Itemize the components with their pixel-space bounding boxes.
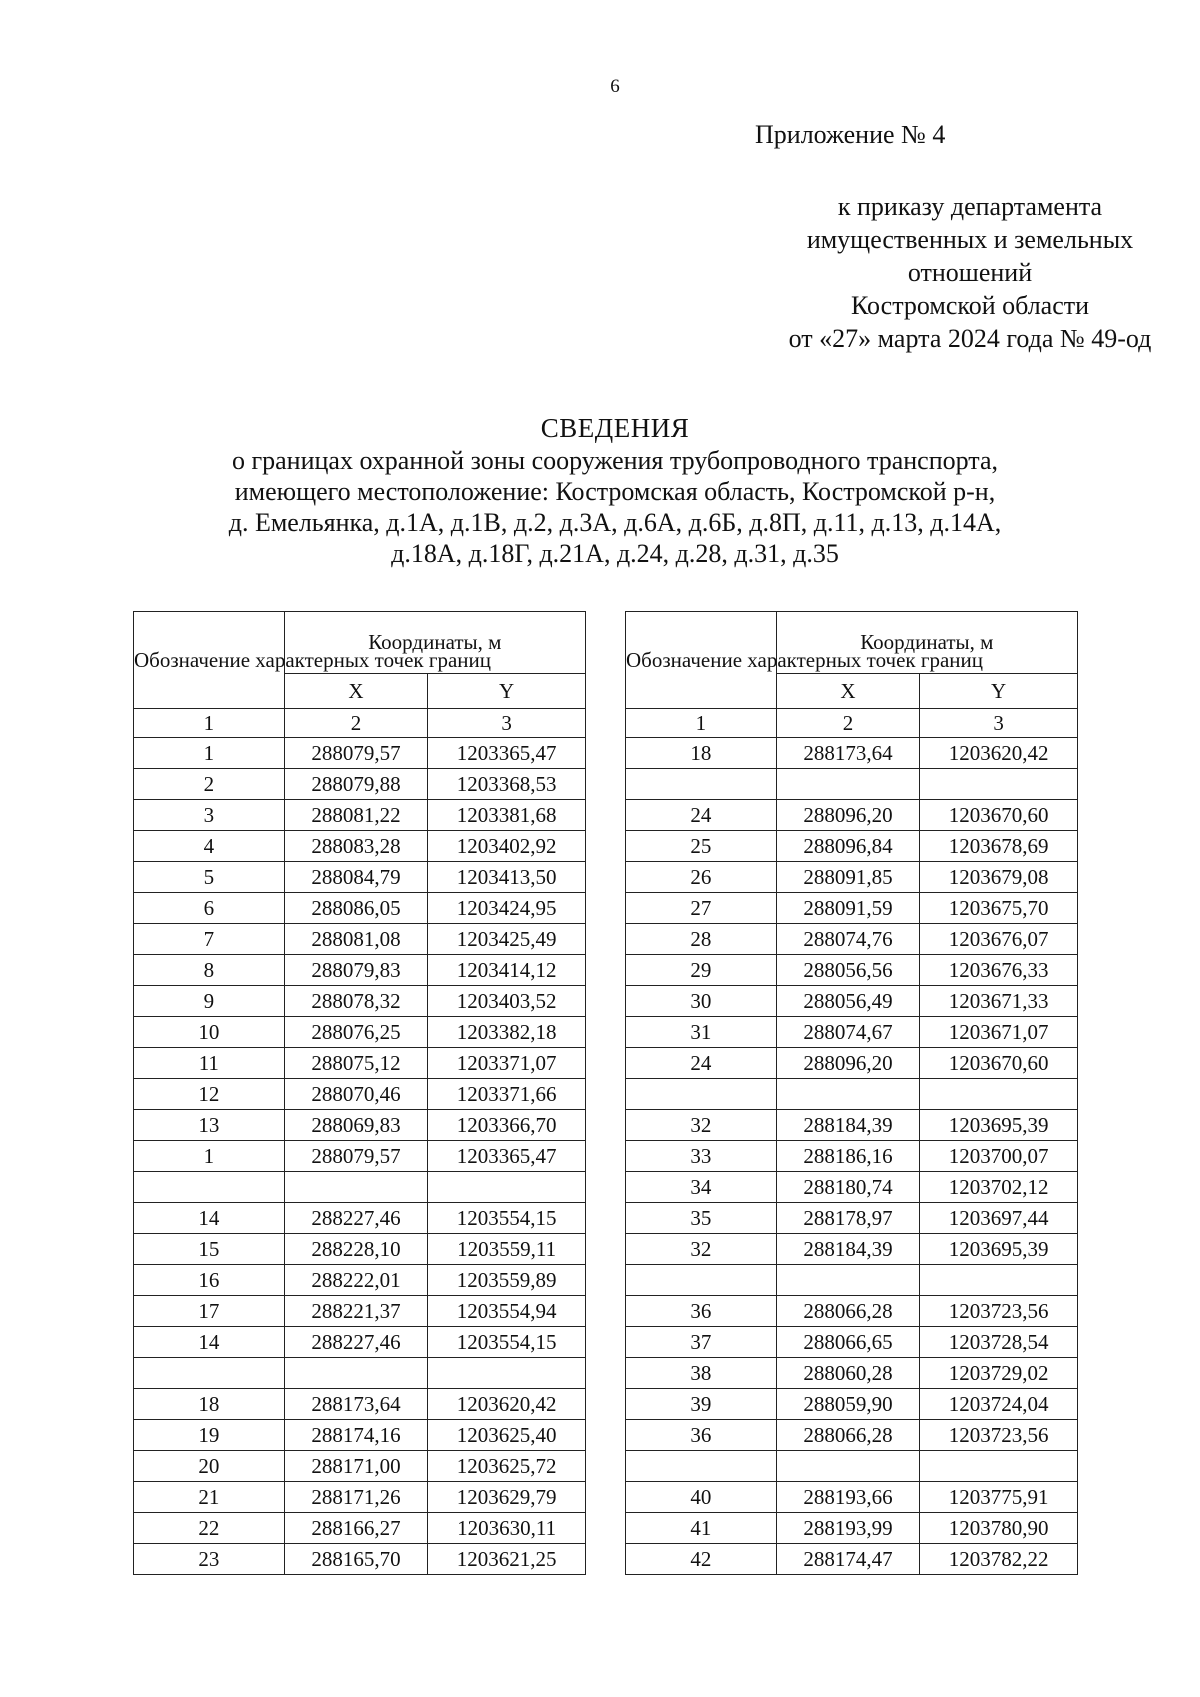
point-cell: 14 <box>134 1327 285 1358</box>
table-row <box>626 1482 1078 1513</box>
y-coordinate-cell: 1203559,89 <box>428 1265 586 1296</box>
y-coordinate-cell: 1203782,22 <box>920 1544 1078 1575</box>
x-coordinate-cell: 288173,64 <box>284 1389 428 1420</box>
x-coordinate-cell: 288075,12 <box>284 1048 428 1079</box>
table-row <box>134 862 586 893</box>
y-coordinate-cell: 1203675,70 <box>920 893 1078 924</box>
header-col-number: 2 <box>776 709 920 738</box>
y-coordinate-cell: 1203775,91 <box>920 1482 1078 1513</box>
table-row <box>626 1203 1078 1234</box>
page-number: 6 <box>610 76 620 97</box>
y-coordinate-cell: 1203382,18 <box>428 1017 586 1048</box>
y-coordinate-cell: 1203670,60 <box>920 800 1078 831</box>
y-coordinate-cell: 1203381,68 <box>428 800 586 831</box>
point-cell <box>626 1451 777 1482</box>
x-coordinate-cell: 288096,20 <box>776 1048 920 1079</box>
heading-line: д. Емельянка, д.1А, д.1В, д.2, д.3А, д.6А, д.6Б, д.8П, д.11, д.13, д.14А, <box>228 508 1002 537</box>
x-coordinate-cell: 288066,28 <box>776 1296 920 1327</box>
heading-line: д.18А, д.18Г, д.21А, д.24, д.28, д.31, д.35 <box>391 539 839 568</box>
point-cell: 34 <box>626 1172 777 1203</box>
table-row <box>134 1017 586 1048</box>
x-coordinate-cell: 288070,46 <box>284 1079 428 1110</box>
table-row <box>626 1265 1078 1296</box>
appendix-line: к приказу департамента <box>837 192 1103 221</box>
x-coordinate-cell <box>284 1172 428 1203</box>
point-cell: 1 <box>134 1141 285 1172</box>
point-cell: 36 <box>626 1420 777 1451</box>
table-row <box>134 1513 586 1544</box>
x-coordinate-cell: 288228,10 <box>284 1234 428 1265</box>
point-cell: 6 <box>134 893 285 924</box>
table-row <box>626 1141 1078 1172</box>
table-row <box>626 924 1078 955</box>
point-cell: 32 <box>626 1110 777 1141</box>
point-cell: 20 <box>134 1451 285 1482</box>
y-coordinate-cell: 1203676,07 <box>920 924 1078 955</box>
y-coordinate-cell: 1203368,53 <box>428 769 586 800</box>
y-coordinate-cell: 1203729,02 <box>920 1358 1078 1389</box>
table-row <box>134 1203 586 1234</box>
table-row <box>134 1389 586 1420</box>
table-row <box>626 1234 1078 1265</box>
y-coordinate-cell: 1203723,56 <box>920 1420 1078 1451</box>
table-row <box>626 1420 1078 1451</box>
y-coordinate-cell <box>920 769 1078 800</box>
x-coordinate-cell: 288079,57 <box>284 738 428 769</box>
x-coordinate-cell: 288081,22 <box>284 800 428 831</box>
y-coordinate-cell <box>920 1265 1078 1296</box>
y-coordinate-cell: 1203676,33 <box>920 955 1078 986</box>
point-cell: 24 <box>626 800 777 831</box>
y-coordinate-cell: 1203365,47 <box>428 738 586 769</box>
point-cell: 32 <box>626 1234 777 1265</box>
y-coordinate-cell: 1203366,70 <box>428 1110 586 1141</box>
table-row <box>626 893 1078 924</box>
point-cell: 39 <box>626 1389 777 1420</box>
x-coordinate-cell: 288171,26 <box>284 1482 428 1513</box>
appendix-line: от «27» марта 2024 года № 49-од <box>788 324 1152 353</box>
heading-line: о границах охранной зоны сооружения трубопроводного транспорта, <box>231 446 999 475</box>
table-row <box>134 1296 586 1327</box>
table-row <box>626 1513 1078 1544</box>
point-cell: 18 <box>134 1389 285 1420</box>
x-coordinate-cell: 288056,49 <box>776 986 920 1017</box>
y-coordinate-cell: 1203620,42 <box>428 1389 586 1420</box>
x-coordinate-cell: 288193,66 <box>776 1482 920 1513</box>
y-coordinate-cell: 1203695,39 <box>920 1110 1078 1141</box>
x-coordinate-cell: 288171,00 <box>284 1451 428 1482</box>
y-coordinate-cell <box>920 1451 1078 1482</box>
point-cell: 13 <box>134 1110 285 1141</box>
y-coordinate-cell: 1203630,11 <box>428 1513 586 1544</box>
x-coordinate-cell: 288079,88 <box>284 769 428 800</box>
point-cell: 2 <box>134 769 285 800</box>
y-coordinate-cell <box>428 1172 586 1203</box>
table-row <box>134 1420 586 1451</box>
x-coordinate-cell <box>776 1079 920 1110</box>
table-row <box>134 800 586 831</box>
y-coordinate-cell: 1203780,90 <box>920 1513 1078 1544</box>
appendix-title: Приложение № 4 <box>755 120 946 149</box>
x-coordinate-cell: 288222,01 <box>284 1265 428 1296</box>
point-cell <box>626 769 777 800</box>
x-coordinate-cell: 288059,90 <box>776 1389 920 1420</box>
y-coordinate-cell: 1203554,15 <box>428 1327 586 1358</box>
heading-line: имеющего местоположение: Костромская область, Костромской р-н, <box>234 477 996 506</box>
point-cell: 3 <box>134 800 285 831</box>
table-row <box>134 1544 586 1575</box>
x-coordinate-cell <box>776 1451 920 1482</box>
point-cell: 11 <box>134 1048 285 1079</box>
x-coordinate-cell: 288193,99 <box>776 1513 920 1544</box>
point-cell: 16 <box>134 1265 285 1296</box>
point-cell: 24 <box>626 1048 777 1079</box>
y-coordinate-cell: 1203679,08 <box>920 862 1078 893</box>
header-y: Y <box>428 674 586 709</box>
point-cell: 8 <box>134 955 285 986</box>
table-row <box>134 924 586 955</box>
document-heading <box>110 413 1120 569</box>
table-row <box>626 1296 1078 1327</box>
point-cell: 28 <box>626 924 777 955</box>
table-row <box>626 1451 1078 1482</box>
point-cell: 23 <box>134 1544 285 1575</box>
x-coordinate-cell: 288076,25 <box>284 1017 428 1048</box>
table-row <box>134 1451 586 1482</box>
coordinates-table-right <box>625 611 1078 1575</box>
table-body-left <box>134 738 586 1575</box>
point-cell: 9 <box>134 986 285 1017</box>
x-coordinate-cell: 288165,70 <box>284 1544 428 1575</box>
y-coordinate-cell: 1203629,79 <box>428 1482 586 1513</box>
point-cell: 35 <box>626 1203 777 1234</box>
x-coordinate-cell: 288096,20 <box>776 800 920 831</box>
y-coordinate-cell: 1203625,72 <box>428 1451 586 1482</box>
x-coordinate-cell: 288091,85 <box>776 862 920 893</box>
x-coordinate-cell: 288069,83 <box>284 1110 428 1141</box>
table-row <box>134 893 586 924</box>
coordinates-table-left <box>133 611 586 1575</box>
x-coordinate-cell: 288086,05 <box>284 893 428 924</box>
table-body-right <box>626 738 1078 1575</box>
point-cell: 21 <box>134 1482 285 1513</box>
header-col-number: 1 <box>626 709 777 738</box>
y-coordinate-cell: 1203371,07 <box>428 1048 586 1079</box>
header-point-designation: Обозначение характерных точек границ <box>134 612 285 709</box>
header-col-number: 1 <box>134 709 285 738</box>
point-cell: 4 <box>134 831 285 862</box>
y-coordinate-cell: 1203403,52 <box>428 986 586 1017</box>
table-row <box>134 1265 586 1296</box>
header-coordinates: Координаты, м <box>776 612 1077 674</box>
y-coordinate-cell: 1203695,39 <box>920 1234 1078 1265</box>
y-coordinate-cell: 1203620,42 <box>920 738 1078 769</box>
x-coordinate-cell: 288186,16 <box>776 1141 920 1172</box>
table-row <box>134 1327 586 1358</box>
x-coordinate-cell: 288060,28 <box>776 1358 920 1389</box>
x-coordinate-cell: 288081,08 <box>284 924 428 955</box>
table-row <box>626 738 1078 769</box>
y-coordinate-cell: 1203425,49 <box>428 924 586 955</box>
point-cell: 12 <box>134 1079 285 1110</box>
table-row <box>134 1141 586 1172</box>
table-row <box>626 986 1078 1017</box>
table-row <box>626 862 1078 893</box>
x-coordinate-cell: 288166,27 <box>284 1513 428 1544</box>
point-cell: 19 <box>134 1420 285 1451</box>
table-row <box>134 1172 586 1203</box>
x-coordinate-cell: 288096,84 <box>776 831 920 862</box>
y-coordinate-cell: 1203702,12 <box>920 1172 1078 1203</box>
x-coordinate-cell <box>776 769 920 800</box>
y-coordinate-cell: 1203670,60 <box>920 1048 1078 1079</box>
header-coordinates: Координаты, м <box>284 612 585 674</box>
x-coordinate-cell: 288083,28 <box>284 831 428 862</box>
y-coordinate-cell: 1203414,12 <box>428 955 586 986</box>
x-coordinate-cell: 288173,64 <box>776 738 920 769</box>
point-cell: 18 <box>626 738 777 769</box>
x-coordinate-cell: 288178,97 <box>776 1203 920 1234</box>
point-cell <box>626 1079 777 1110</box>
point-cell: 38 <box>626 1358 777 1389</box>
x-coordinate-cell: 288174,47 <box>776 1544 920 1575</box>
table-row <box>626 1079 1078 1110</box>
point-cell: 1 <box>134 738 285 769</box>
y-coordinate-cell: 1203371,66 <box>428 1079 586 1110</box>
x-coordinate-cell: 288227,46 <box>284 1203 428 1234</box>
point-cell: 25 <box>626 831 777 862</box>
point-cell: 37 <box>626 1327 777 1358</box>
y-coordinate-cell: 1203697,44 <box>920 1203 1078 1234</box>
x-coordinate-cell: 288174,16 <box>284 1420 428 1451</box>
y-coordinate-cell <box>920 1079 1078 1110</box>
point-cell <box>134 1172 285 1203</box>
y-coordinate-cell: 1203671,07 <box>920 1017 1078 1048</box>
point-cell: 14 <box>134 1203 285 1234</box>
table-row <box>626 1172 1078 1203</box>
point-cell: 33 <box>626 1141 777 1172</box>
x-coordinate-cell: 288184,39 <box>776 1234 920 1265</box>
appendix-line: отношений <box>907 258 1033 287</box>
point-cell: 10 <box>134 1017 285 1048</box>
y-coordinate-cell: 1203625,40 <box>428 1420 586 1451</box>
table-row <box>134 769 586 800</box>
table-row <box>134 831 586 862</box>
x-coordinate-cell: 288084,79 <box>284 862 428 893</box>
table-row <box>626 1358 1078 1389</box>
y-coordinate-cell: 1203559,11 <box>428 1234 586 1265</box>
x-coordinate-cell <box>284 1358 428 1389</box>
point-cell: 42 <box>626 1544 777 1575</box>
y-coordinate-cell: 1203678,69 <box>920 831 1078 862</box>
point-cell: 15 <box>134 1234 285 1265</box>
y-coordinate-cell: 1203365,47 <box>428 1141 586 1172</box>
point-cell: 27 <box>626 893 777 924</box>
table-row <box>626 1389 1078 1420</box>
x-coordinate-cell: 288079,83 <box>284 955 428 986</box>
y-coordinate-cell <box>428 1358 586 1389</box>
point-cell: 22 <box>134 1513 285 1544</box>
table-row <box>626 800 1078 831</box>
header-point-designation: Обозначение характерных точек границ <box>626 612 777 709</box>
header-col-number: 3 <box>428 709 586 738</box>
x-coordinate-cell: 288180,74 <box>776 1172 920 1203</box>
point-cell <box>626 1265 777 1296</box>
table-row <box>134 1358 586 1389</box>
x-coordinate-cell: 288074,76 <box>776 924 920 955</box>
table-row <box>626 1110 1078 1141</box>
point-cell: 40 <box>626 1482 777 1513</box>
point-cell: 26 <box>626 862 777 893</box>
x-coordinate-cell: 288066,28 <box>776 1420 920 1451</box>
y-coordinate-cell: 1203728,54 <box>920 1327 1078 1358</box>
y-coordinate-cell: 1203554,15 <box>428 1203 586 1234</box>
table-row <box>626 1544 1078 1575</box>
table-row <box>134 1079 586 1110</box>
point-cell: 29 <box>626 955 777 986</box>
point-cell: 36 <box>626 1296 777 1327</box>
table-row <box>134 1048 586 1079</box>
point-cell: 5 <box>134 862 285 893</box>
point-cell: 31 <box>626 1017 777 1048</box>
x-coordinate-cell: 288074,67 <box>776 1017 920 1048</box>
appendix-line: Костромской области <box>850 291 1090 320</box>
table-row <box>134 738 586 769</box>
table-row <box>134 1482 586 1513</box>
document-title: СВЕДЕНИЯ <box>540 413 690 443</box>
header-x: X <box>776 674 920 709</box>
table-row <box>626 1048 1078 1079</box>
table-row <box>134 1234 586 1265</box>
appendix-details <box>640 190 1200 355</box>
table-row <box>134 986 586 1017</box>
point-cell <box>134 1358 285 1389</box>
x-coordinate-cell: 288091,59 <box>776 893 920 924</box>
table-row <box>626 831 1078 862</box>
x-coordinate-cell: 288078,32 <box>284 986 428 1017</box>
table-row <box>134 955 586 986</box>
x-coordinate-cell: 288079,57 <box>284 1141 428 1172</box>
y-coordinate-cell: 1203554,94 <box>428 1296 586 1327</box>
y-coordinate-cell: 1203424,95 <box>428 893 586 924</box>
y-coordinate-cell: 1203700,07 <box>920 1141 1078 1172</box>
x-coordinate-cell <box>776 1265 920 1296</box>
table-row <box>626 769 1078 800</box>
y-coordinate-cell: 1203724,04 <box>920 1389 1078 1420</box>
header-col-number: 3 <box>920 709 1078 738</box>
y-coordinate-cell: 1203402,92 <box>428 831 586 862</box>
y-coordinate-cell: 1203413,50 <box>428 862 586 893</box>
x-coordinate-cell: 288221,37 <box>284 1296 428 1327</box>
table-row <box>134 1110 586 1141</box>
point-cell: 17 <box>134 1296 285 1327</box>
x-coordinate-cell: 288227,46 <box>284 1327 428 1358</box>
point-cell: 41 <box>626 1513 777 1544</box>
header-x: X <box>284 674 428 709</box>
header-y: Y <box>920 674 1078 709</box>
x-coordinate-cell: 288056,56 <box>776 955 920 986</box>
x-coordinate-cell: 288066,65 <box>776 1327 920 1358</box>
y-coordinate-cell: 1203671,33 <box>920 986 1078 1017</box>
table-row <box>626 955 1078 986</box>
point-cell: 30 <box>626 986 777 1017</box>
appendix-line: имущественных и земельных <box>806 225 1134 254</box>
table-row <box>626 1017 1078 1048</box>
point-cell: 7 <box>134 924 285 955</box>
y-coordinate-cell: 1203621,25 <box>428 1544 586 1575</box>
y-coordinate-cell: 1203723,56 <box>920 1296 1078 1327</box>
header-col-number: 2 <box>284 709 428 738</box>
table-row <box>626 1327 1078 1358</box>
x-coordinate-cell: 288184,39 <box>776 1110 920 1141</box>
